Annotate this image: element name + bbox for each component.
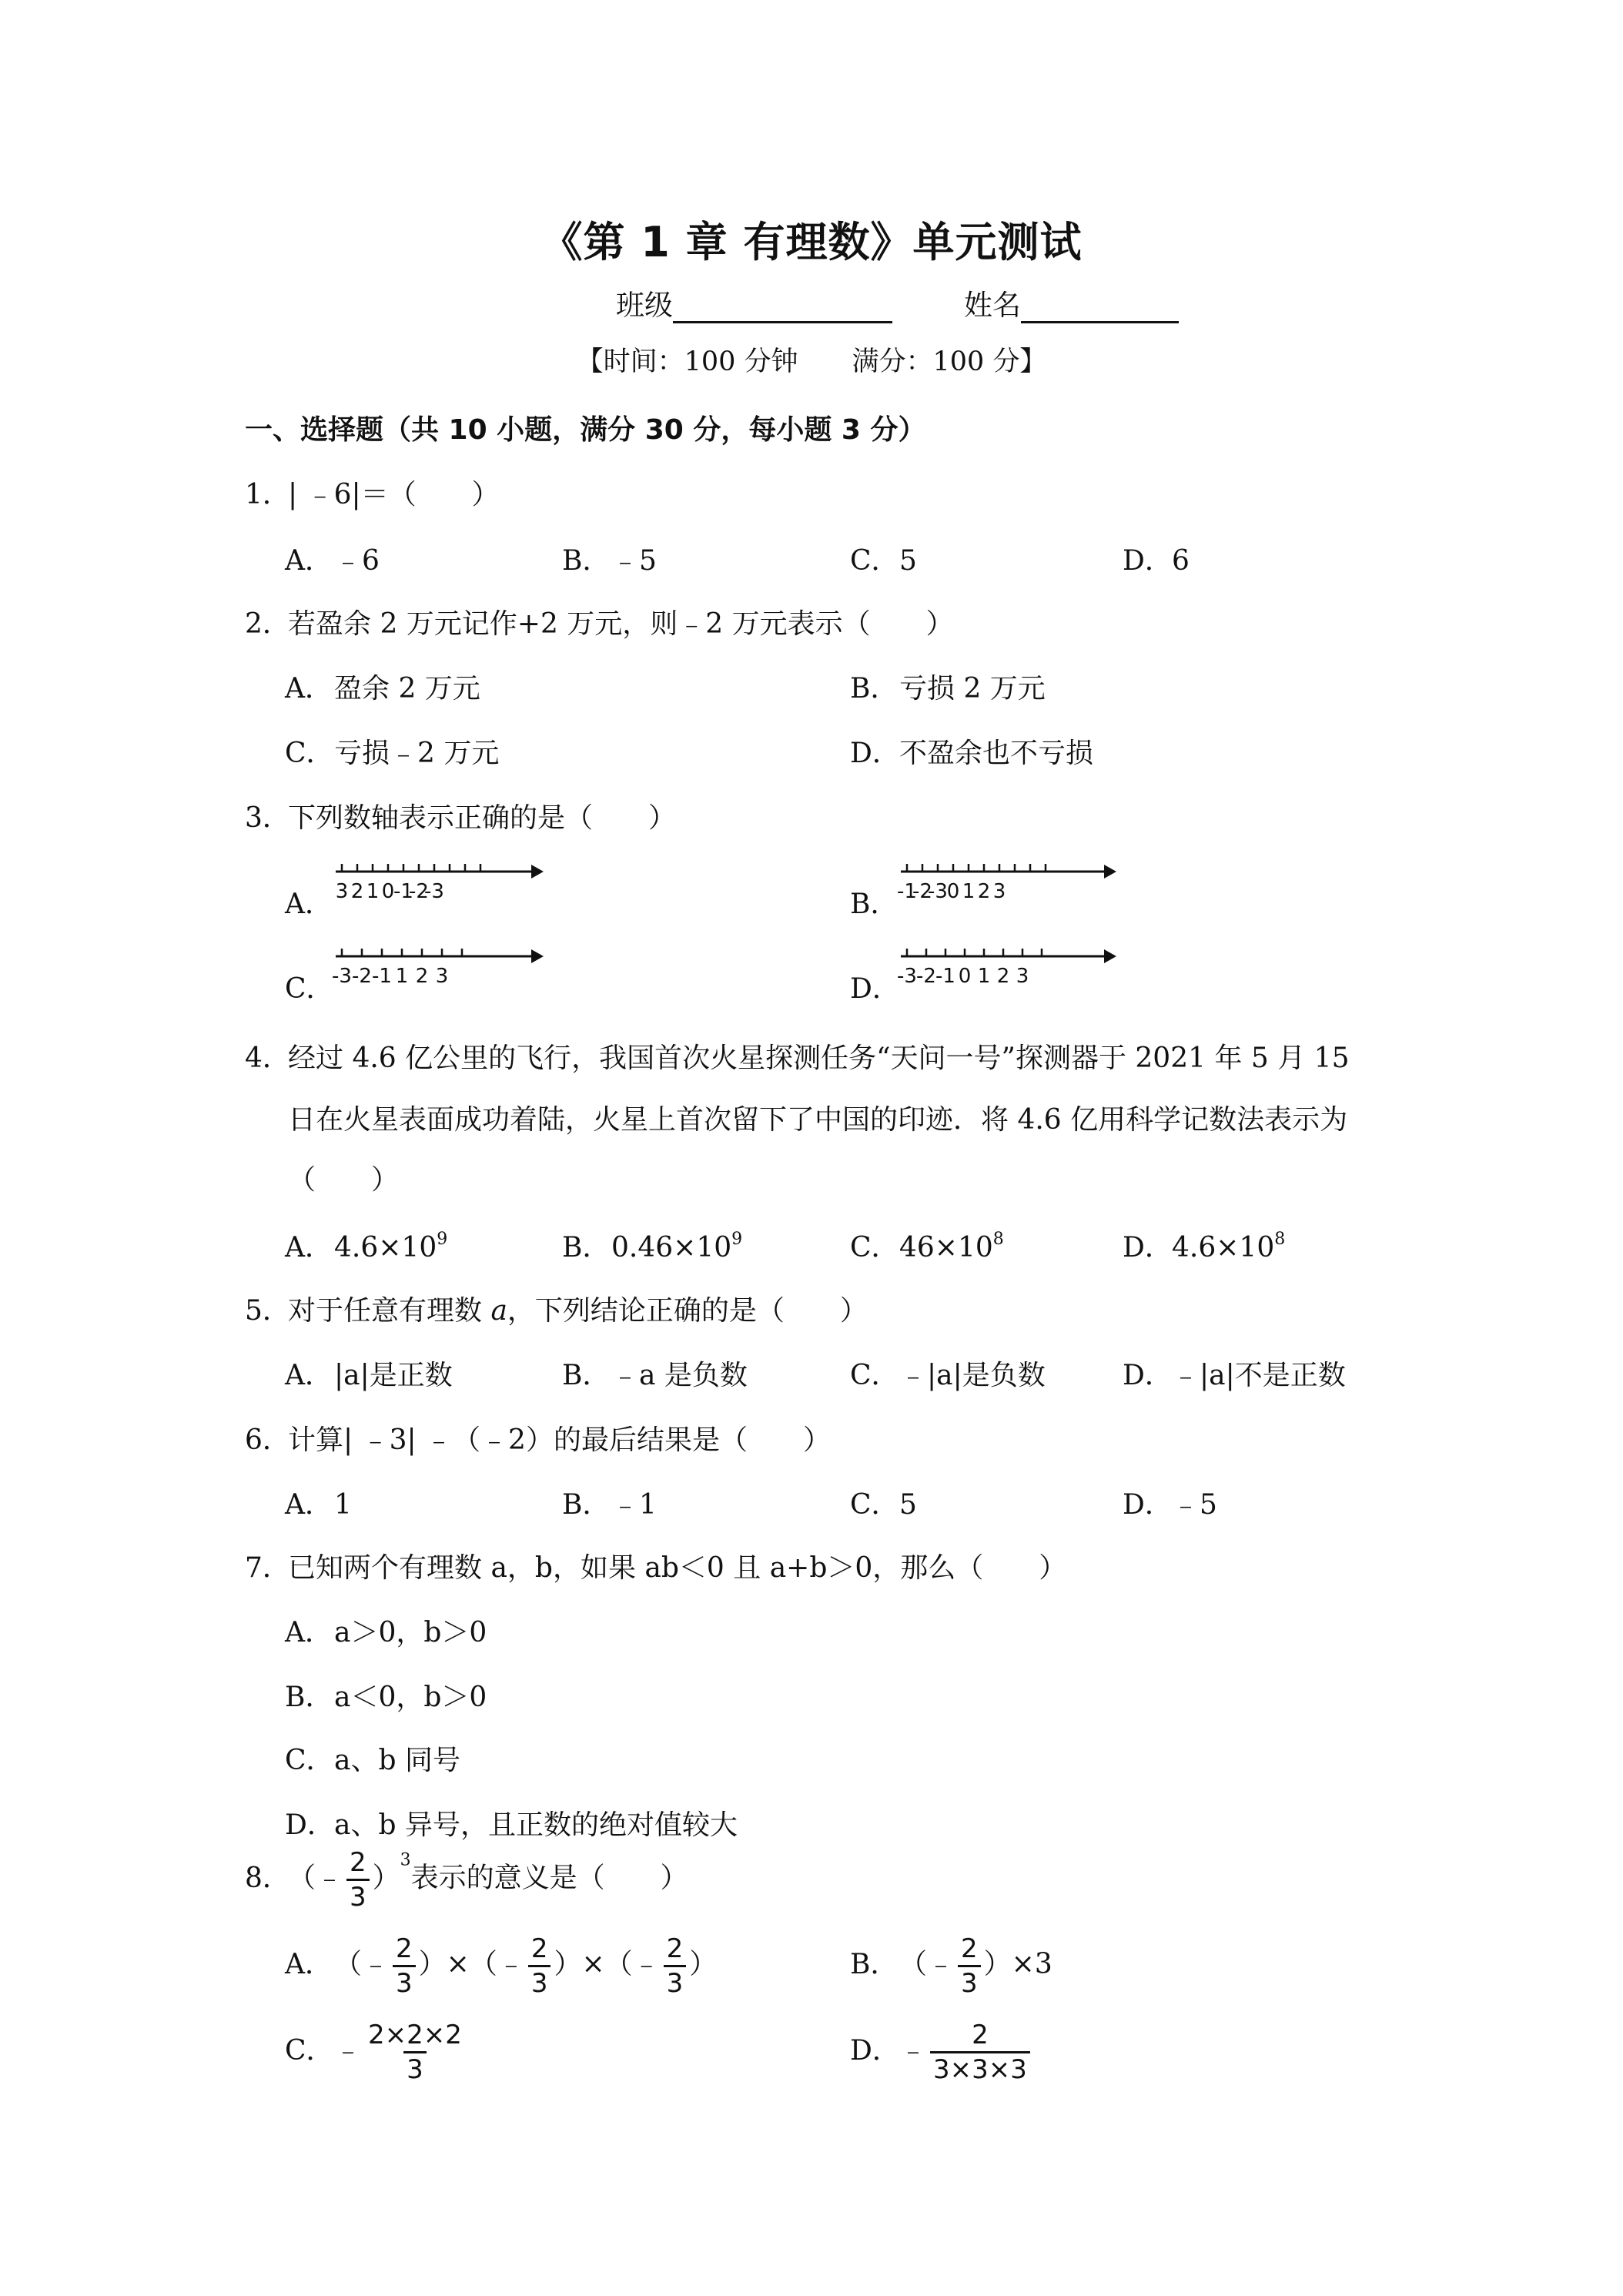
tick-label: -2	[916, 965, 936, 988]
tick-label: 0	[946, 880, 960, 903]
q7-option-a: A．a＞0，b＞0	[285, 1617, 487, 1648]
q5-option-c: C．﹣|a|是负数	[850, 1360, 1046, 1391]
q3-option-b-label: B．	[850, 889, 899, 920]
q6-option-b: B．﹣1	[562, 1489, 657, 1521]
q4-option-a: A．$4.6\times 10^9$	[285, 1230, 448, 1263]
q2-option-b: B．亏损 2 万元	[850, 673, 1046, 705]
section-heading: 一、选择题（共 10 小题，满分 30 分，每小题 3 分）	[245, 414, 926, 446]
name-label: 姓名	[964, 289, 1021, 322]
axis-arrow	[531, 949, 544, 963]
q3-option-c-label: C．	[285, 973, 334, 1005]
number-line-a	[336, 855, 544, 909]
q8-option-b: B．（﹣ $\frac{2}{3}$ ）×3	[850, 1933, 1052, 1999]
question-stem-line-1: 经过 4.6 亿公里的飞行，我国首次火星探测任务“天问一号”探测器于 2021 年 5 月 15	[288, 1043, 1350, 1074]
q1-option-d: D．6	[1123, 545, 1190, 577]
score-info: 满分：100 分】	[852, 346, 1047, 377]
number-line-b	[897, 855, 1116, 909]
q7-option-d: D．a、b 异号，且正数的绝对值较大	[285, 1809, 738, 1841]
tick-label: 1	[977, 965, 991, 988]
tick-label: 2	[350, 880, 364, 903]
tick-label: 1	[395, 965, 409, 988]
question-4: 4．经过 4.6 亿公里的飞行，我国首次火星探测任务“天问一号”探测器于 2021 年 5 月 15	[245, 1043, 1350, 1074]
tick-label: -2	[352, 965, 372, 988]
question-5: 5．对于任意有理数 a，下列结论正确的是（ ）	[245, 1295, 868, 1327]
question-8: 8．（﹣ $\frac{2}{3}$ ）$^3$表示的意义是（ ）	[245, 1847, 688, 1913]
q2-option-d: D．不盈余也不亏损	[850, 738, 1094, 769]
q3-option-a-label: A．	[285, 889, 333, 920]
q7-option-c: C．a、b 同号	[285, 1745, 460, 1776]
tick-label: -1	[372, 965, 392, 988]
number-line-c	[332, 939, 544, 993]
axis-arrow	[1104, 865, 1116, 879]
q2-option-a: A．盈余 2 万元	[285, 673, 480, 705]
tick-label: -2	[912, 880, 932, 903]
tick-label: -3	[897, 965, 917, 988]
q6-option-c: C．5	[850, 1489, 917, 1521]
tick-label: 2	[977, 880, 991, 903]
question-4-line-3: （ ）	[288, 1164, 400, 1196]
tick-label: -2	[409, 880, 429, 903]
q1-option-c: C．5	[850, 545, 917, 577]
question-2: 2．若盈余 2 万元记作+2 万元，则﹣2 万元表示（ ）	[245, 608, 954, 640]
question-7: 7．已知两个有理数 a，b，如果 ab＜0 且 a+b＞0，那么（ ）	[245, 1552, 1067, 1584]
axis-arrow	[1104, 949, 1116, 963]
q1-option-b: B．﹣5	[562, 545, 657, 577]
question-stem: 已知两个有理数 a，b，如果 ab＜0 且 a+b＞0，那么（ ）	[288, 1552, 1067, 1584]
q8-option-d: D．﹣ $\frac{2}{3\times 3\times 3}$	[850, 2022, 1033, 2083]
axis-arrow	[531, 865, 544, 879]
tick-label: 0	[958, 965, 972, 988]
tick-label: 2	[415, 965, 429, 988]
q5-option-b: B．﹣a 是负数	[562, 1360, 748, 1391]
class-label: 班级	[616, 289, 673, 322]
q2-option-c: C．亏损﹣2 万元	[285, 738, 500, 769]
question-4-line-2: 日在火星表面成功着陆，火星上首次留下了中国的印迹．将 4.6 亿用科学记数法表示为	[288, 1104, 1348, 1136]
tick-label: -3	[332, 965, 352, 988]
question-3: 3．下列数轴表示正确的是（ ）	[245, 802, 677, 834]
question-stem: 若盈余 2 万元记作+2 万元，则﹣2 万元表示（ ）	[288, 608, 954, 640]
question-stem: 下列数轴表示正确的是（ ）	[288, 802, 677, 834]
tick-label: 2	[996, 965, 1010, 988]
name-field	[964, 282, 1179, 323]
q6-option-d: D．﹣5	[1123, 1489, 1217, 1521]
time-score-info	[0, 340, 1623, 379]
class-blank	[673, 293, 892, 323]
name-blank	[1021, 293, 1179, 323]
question-1	[245, 473, 500, 512]
tick-label: -3	[424, 880, 444, 903]
q5-option-d: D．﹣|a|不是正数	[1123, 1360, 1346, 1391]
class-field	[616, 282, 892, 323]
fraction: $\frac{2}{3}$	[346, 1849, 370, 1910]
tick-label: 0	[381, 880, 395, 903]
q4-option-c: C．$46\times 10^8$	[850, 1230, 1004, 1263]
tick-label: 3	[1016, 965, 1029, 988]
q5-option-a: A．|a|是正数	[285, 1360, 453, 1391]
tick-label: -1	[897, 880, 917, 903]
tick-label: -1	[393, 880, 413, 903]
question-number: 1．	[245, 479, 290, 510]
tick-label: 1	[962, 880, 975, 903]
q3-option-d-label: D．	[850, 973, 900, 1005]
q8-option-a: A．（﹣ $\frac{2}{3}$ ）×（﹣ $\frac{2}{3}$ ）×（﹣ $\frac{2}{3}$ ）	[285, 1933, 718, 1999]
tick-label: -1	[935, 965, 955, 988]
tick-label: 3	[992, 880, 1006, 903]
tick-label: 3	[435, 965, 449, 988]
page-title: 《第 1 章 有理数》单元测试	[540, 218, 1083, 266]
question-stem: 计算| ﹣3| ﹣（﹣2）的最后结果是（ ）	[288, 1424, 831, 1456]
q6-option-a: A．1	[285, 1489, 352, 1521]
question-stem: | ﹣6|＝（ ）	[288, 479, 500, 510]
tick-label: 1	[366, 880, 380, 903]
tick-label: -3	[928, 880, 948, 903]
time-info: 【时间：100 分钟	[576, 346, 798, 377]
tick-label: 3	[335, 880, 349, 903]
q1-option-a: A．﹣6	[285, 545, 380, 577]
number-line-d	[897, 939, 1116, 993]
question-6: 6．计算| ﹣3| ﹣（﹣2）的最后结果是（ ）	[245, 1424, 831, 1456]
q7-option-b: B．a＜0，b＞0	[285, 1682, 487, 1713]
q4-option-b: B．$0.46\times 10^9$	[562, 1230, 743, 1263]
q8-option-c: C．﹣ $\frac{2\times 2\times 2}{3}$	[285, 2020, 462, 2085]
q4-option-d: D．$4.6\times 10^8$	[1123, 1230, 1286, 1263]
